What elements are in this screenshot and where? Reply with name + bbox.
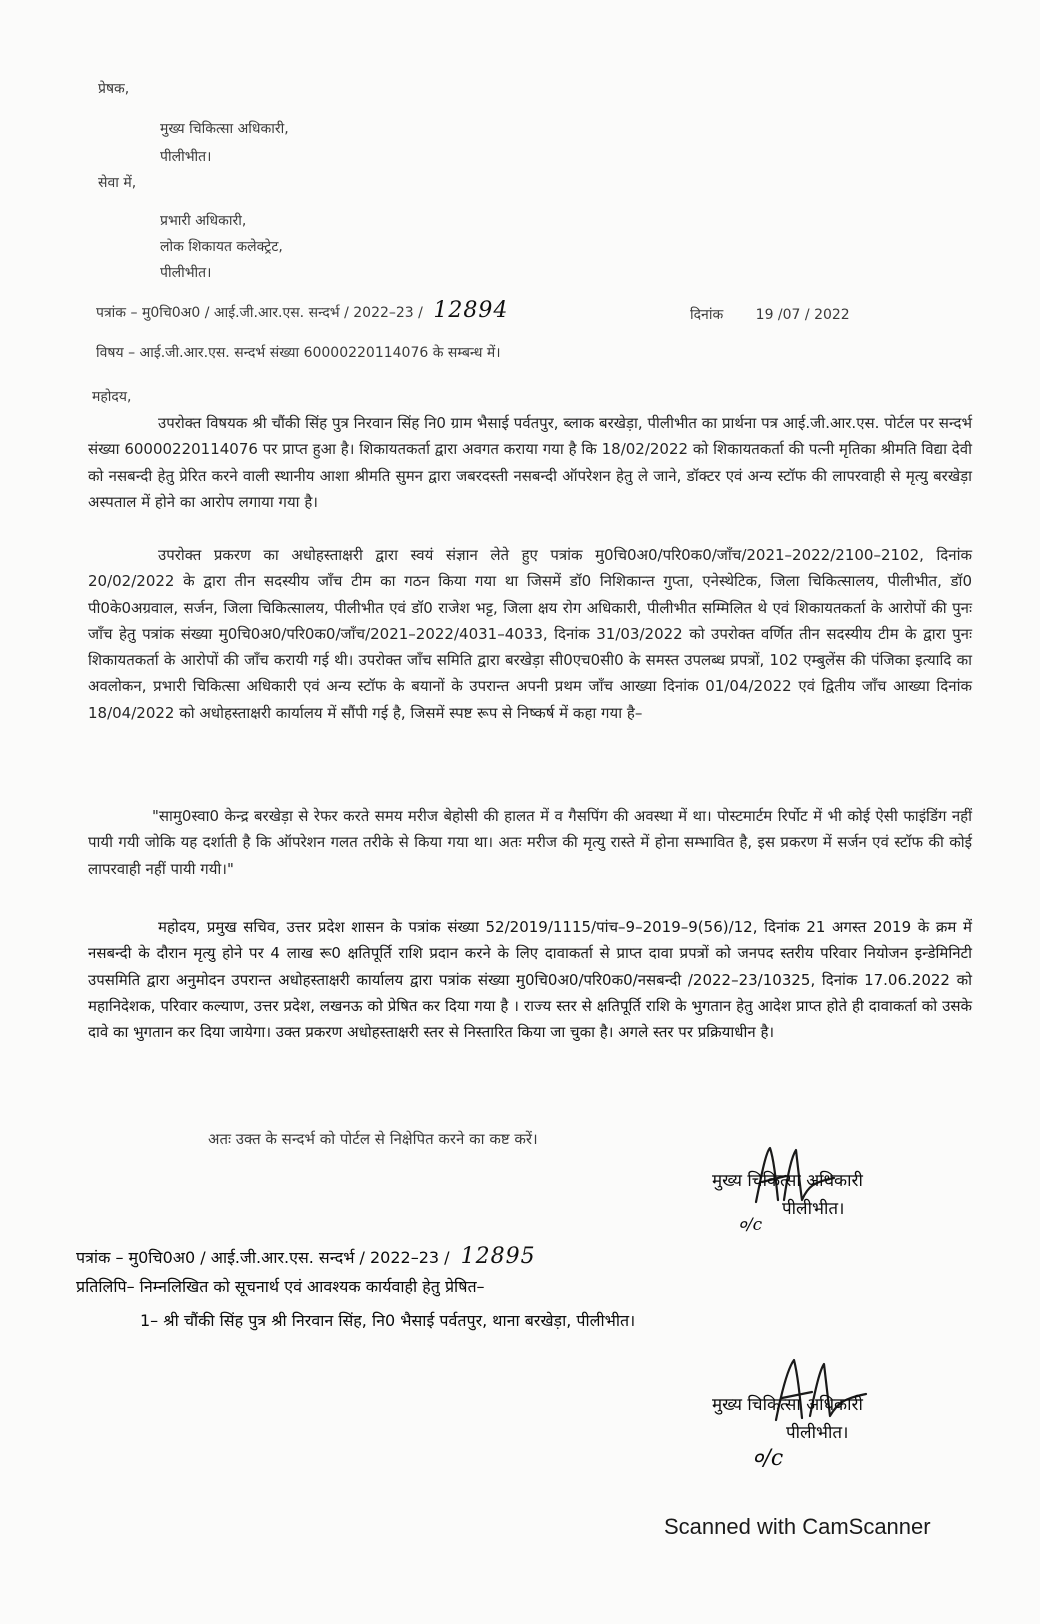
copy-patrank-text: पत्रांक – मु0चि0अ0 / आई.जी.आर.एस. सन्दर्भ / 2022–23 / bbox=[76, 1248, 450, 1267]
copy-item-1: 1– श्री चौंकी सिंह पुत्र श्री निरवान सिंह, नि0 भैसाई पर्वतपुर, थाना बरखेड़ा, पीलीभीत। bbox=[140, 1311, 636, 1330]
sender-place: पीलीभीत। bbox=[160, 149, 212, 165]
subject-line: विषय – आई.जी.आर.एस. सन्दर्भ संख्या 60000220114076 के सम्बन्ध में। bbox=[96, 345, 501, 361]
signature-1-place: पीलीभीत। bbox=[782, 1199, 845, 1219]
copy-pratilipi: प्रतिलिपि– निम्नलिखित को सूचनार्थ एवं आवश्यक कार्यवाही हेतु प्रेषित– bbox=[76, 1277, 485, 1296]
to-label: सेवा में, bbox=[98, 175, 137, 191]
salutation: महोदय, bbox=[92, 389, 132, 405]
reference-date bbox=[690, 302, 850, 328]
closing-line: अतः उक्त के सन्दर्भ को पोर्टल से निक्षेपित करने का कष्ट करें। bbox=[208, 1130, 538, 1148]
signature-1-title: मुख्य चिकित्सा अधिकारी bbox=[712, 1171, 863, 1191]
date-value: 19 /07 / 2022 bbox=[755, 307, 850, 323]
body-paragraph-2: उपरोक्त प्रकरण का अधोहस्ताक्षरी द्वारा स्वयं संज्ञान लेते हुए पत्रांक मु0चि0अ0/परि0क0/जाँच/2021–2022/2100–2102, दिनांक 20/02/2022 के द्वारा तीन सदस्यीय जाँच टीम का गठन किया गया था जिसमें डॉ0 निशिकान्त गुप्ता, एनेस्थेटिक, जिला चिकित्सालय, पीलीभीत, डॉ0 पी0के0अग्रवाल, सर्जन, जिला चिकित्सालय, पीलीभीत एवं डॉ0 राजेश भट्ट, जिला क्षय रोग अधिकारी, पीलीभीत सम्मिलित थे एवं शिकायतकर्ता के आरोपों की पुनः जाँच हेतु पत्रांक संख्या मु0चि0अ0/परि0क0/जाँच/2021–2022/4031–4033, दिनांक 31/03/2022 को उपरोक्त वर्णित तीन सदस्यीय टीम के द्वारा पुनः शिकायतकर्ता के आरोपों की जाँच करायी गई थी। उपरोक्त जाँच समिति द्वारा बरखेड़ा सी0एच0सी0 के समस्त उपलब्ध प्रपत्रों, 102 एम्बुलेंस की पंजिका इत्यादि का अवलोकन, प्रभारी चिकित्सा अधिकारी एवं अन्य स्टॉफ के बयानों के उपरान्त अपनी प्रथम जाँच आख्या दिनांक 01/04/2022 एवं द्वितीय जाँच आख्या दिनांक 18/04/2022 को अधोहस्ताक्षरी कार्यालय में सौंपी गई है, जिसमें स्पष्ट रूप से निष्कर्ष में कहा गया है– bbox=[88, 546, 972, 722]
copy-patrank bbox=[76, 1244, 536, 1271]
body-paragraph-1: उपरोक्त विषयक श्री चौंकी सिंह पुत्र निरवान सिंह नि0 ग्राम भैसाई पर्वतपुर, ब्लाक बरखेड़ा, पीलीभीत का प्रार्थना पत्र आई.जी.आर.एस. पोर्टल पर सन्दर्भ संख्या 60000220114076 पर प्राप्त हुआ है। शिकायतकर्ता द्वारा अवगत कराया गया है कि 18/02/2022 को शिकायतकर्ता की पत्नी मृतिका श्रीमति विद्या देवी को नसबन्दी हेतु प्रेरित करने वाली स्थानीय आशा श्रीमति सुमन द्वारा जबरदस्ती नसबन्दी ऑपरेशन हेतु ले जाने, डॉक्टर एवं अन्य स्टॉफ की लापरवाही से मृत्यु बरखेड़ा अस्पताल में होने का आरोप लगाया गया है। bbox=[88, 414, 972, 511]
recipient-place: पीलीभीत। bbox=[160, 265, 212, 281]
copy-patrank-number: 12895 bbox=[460, 1244, 536, 1269]
recipient-office: लोक शिकायत कलेक्ट्रेट, bbox=[160, 239, 283, 255]
signature-1-mark: ०/c bbox=[738, 1215, 763, 1235]
signature-2-place: पीलीभीत। bbox=[786, 1423, 849, 1443]
sender-title: मुख्य चिकित्सा अधिकारी, bbox=[160, 121, 289, 137]
date-label: दिनांक bbox=[690, 307, 724, 323]
signature-2-title: मुख्य चिकित्सा अधिकारी bbox=[712, 1395, 863, 1415]
reference-patrank bbox=[96, 298, 508, 326]
sender-label: प्रेषक, bbox=[98, 81, 130, 97]
patrank-text: पत्रांक – मु0चि0अ0 / आई.जी.आर.एस. सन्दर्भ / 2022–23 / bbox=[96, 305, 423, 321]
camscanner-footer: Scanned with CamScanner bbox=[664, 1514, 931, 1539]
patrank-number: 12894 bbox=[433, 298, 509, 323]
body-paragraph-3: महोदय, प्रमुख सचिव, उत्तर प्रदेश शासन के पत्रांक संख्या 52/2019/1115/पांच–9–2019–9(56)/12, दिनांक 21 अगस्त 2019 के क्रम में नसबन्दी के दौरान मृत्यु होने पर 4 लाख रू0 क्षतिपूर्ति राशि प्रदान करने के लिए दावाकर्ता से प्राप्त दावा प्रपत्रों को जनपद स्तरीय परिवार नियोजन इन्डेमिनिटी उपसमिति द्वारा अनुमोदन उपरान्त अधोहस्ताक्षरी कार्यालय द्वारा पत्रांक संख्या मु0चि0अ0/परि0क0/नसबन्दी /2022–23/10325, दिनांक 17.06.2022 को महानिदेशक, परिवार कल्याण, उत्तर प्रदेश, लखनऊ को प्रेषित कर दिया गया है । राज्य स्तर से क्षतिपूर्ति राशि के भुगतान हेतु आदेश प्राप्त होते ही दावाकर्ता को उसके दावे का भुगतान कर दिया जायेगा। उक्त प्रकरण अधोहस्ताक्षरी स्तर से निस्तारित किया जा चुका है। अगले स्तर पर प्रक्रियाधीन है। bbox=[88, 918, 972, 1042]
signature-2-mark: ०/c bbox=[752, 1446, 784, 1471]
recipient-title: प्रभारी अधिकारी, bbox=[160, 213, 247, 229]
body-quote: "सामु0स्वा0 केन्द्र बरखेड़ा से रेफर करते समय मरीज बेहोसी की हालत में व गैसपिंग की अवस्था में था। पोस्टमार्टम रिर्पोट में भी कोई ऐसी फाइंडिंग नहीं पायी गयी जोकि यह दर्शाती है कि ऑपरेशन गलत तरीके से किया गया था। अतः मरीज की मृत्यु रास्ते में होना सम्भावित है, इस प्रकरण में सर्जन एवं स्टॉफ की कोई लापरवाही नहीं पायी गयी।" bbox=[88, 807, 972, 878]
